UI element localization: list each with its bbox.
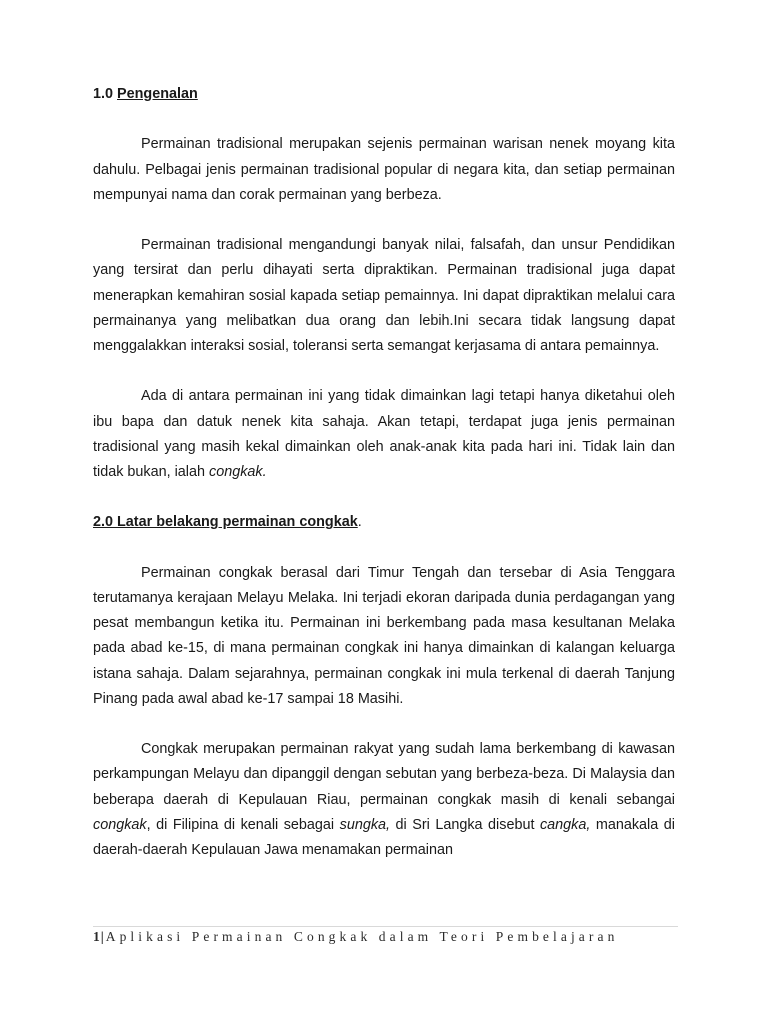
section-2-heading — [93, 510, 675, 535]
paragraph-2: Permainan tradisional mengandungi banyak nilai, falsafah, dan unsur Pendidikan yang tersirat dan perlu dihayati serta dipraktikan. Permainan tradisional juga dapat menerapkan kemahiran sosial kapada setiap pemainnya. Ini dapat dipraktikan melalui cara permainanya yang melibatkan dua orang dan lebih.Ini secara tidak langsung dapat menggalakkan interaksi sosial, toleransi serta semangat kerjasama di antara pemainnya. — [93, 237, 675, 354]
paragraph-3-text: Ada di antara permainan ini yang tidak dimainkan lagi tetapi hanya diketahui oleh ibu bapa dan datuk nenek kita sahaja. Akan tetapi, terdapat juga jenis permainan tradisional yang masih kekal dimainkan oleh anak-anak kita pada hari ini. Tidak lain dan tidak bukan, ialah — [93, 388, 675, 480]
paragraph-5-emphasis-3: cangka, — [539, 816, 591, 833]
paragraph-3 — [93, 384, 675, 485]
paragraph-5-emphasis-2: sungka, — [339, 816, 391, 833]
paragraph-5 — [93, 737, 675, 863]
section-1-title: Pengenalan — [117, 86, 198, 102]
paragraph-3-emphasis: congkak — [209, 464, 263, 480]
paragraph-1: Permainan tradisional merupakan sejenis permainan warisan nenek moyang kita dahulu. Pelbagai jenis permainan tradisional popular di negara kita, dan setiap permainan mempunyai nama dan corak permainan yang berbeza. — [93, 136, 675, 203]
footer-separator: | — [100, 929, 104, 944]
paragraph-5-text-2: , di Filipina di kenali sebagai — [146, 816, 340, 833]
paragraph-5-emphasis-1: congkak — [93, 816, 147, 833]
paragraph-5-text-4: manakala di daerah-daerah Kepulauan Jawa menamakan permainan — [93, 816, 675, 858]
paragraph-5-text-1: Congkak merupakan permainan rakyat yang sudah lama berkembang di kawasan perkampungan Melayu dan dipanggil dengan sebutan yang berbeza-beza. Di Malaysia dan beberapa daerah di Kepulauan Riau, permainan congkak masih di kenali sebangai — [93, 741, 675, 808]
page-footer — [93, 926, 678, 945]
footer-title: Aplikasi Permainan Congkak dalam Teori Pembelajaran — [105, 929, 619, 944]
section-2-end: . — [357, 514, 362, 531]
section-1-heading — [93, 82, 675, 107]
paragraph-5-text-3: di Sri Langka disebut — [390, 816, 540, 833]
document-body — [93, 82, 675, 863]
section-1-number: 1.0 — [93, 86, 114, 102]
page-number: 1 — [93, 929, 100, 944]
section-2-title: 2.0 Latar belakang permainan congkak — [93, 514, 358, 531]
paragraph-4: Permainan congkak berasal dari Timur Tengah dan tersebar di Asia Tenggara terutamanya kerajaan Melayu Melaka. Ini terjadi ekoran daripada dunia perdagangan yang pesat membangun ketika itu. Permainan ini berkembang pada masa kesultanan Melaka pada abad ke-15, di mana permainan congkak ini hanya dimainkan di kalangan keluarga istana sahaja. Dalam sejarahnya, permainan congkak ini mula terkenal di daerah Tanjung Pinang pada awal abad ke-17 sampai 18 Masihi. — [93, 564, 675, 707]
paragraph-3-end: . — [262, 464, 267, 480]
